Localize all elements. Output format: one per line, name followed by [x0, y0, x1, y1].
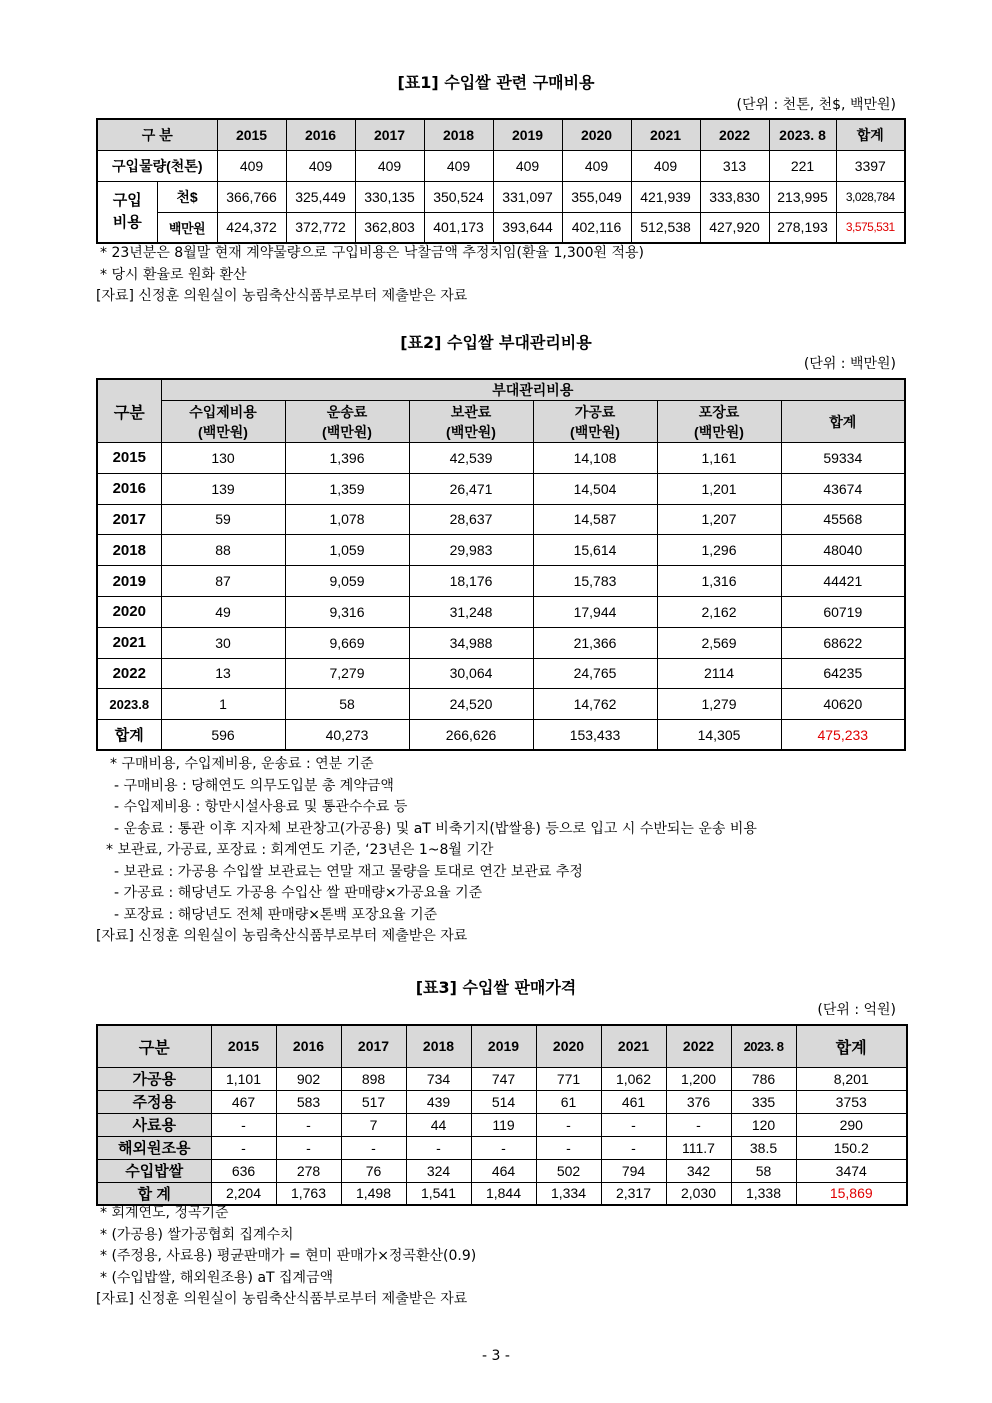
- table-cell: 1,200: [666, 1067, 731, 1090]
- table2-unit: (단위 : 백만원): [803, 356, 896, 372]
- table-cell: 1,334: [536, 1182, 601, 1205]
- subheader-label: 포장료: [698, 403, 740, 420]
- table1-unit: (단위 : 천톤, 천$, 백만원): [736, 97, 896, 113]
- table-cell: 350,524: [424, 181, 493, 212]
- table-cell: 1,763: [276, 1182, 341, 1205]
- table-cell: 40620: [781, 689, 905, 720]
- table-cell: 266,626: [409, 720, 533, 751]
- table-cell: 325,449: [286, 181, 355, 212]
- table-row: [97, 1090, 907, 1113]
- table-cell: 424,372: [217, 212, 286, 243]
- table-row: [97, 473, 905, 504]
- source-line: [자료] 신정훈 의원실이 농림축산식품부로부터 제출받은 자료: [96, 288, 468, 304]
- table-cell: 2,569: [657, 627, 781, 658]
- table-cell: 88: [161, 535, 285, 566]
- row-label: 2022: [97, 658, 161, 689]
- table-cell: -: [666, 1113, 731, 1136]
- subheader-unit: (백만원): [322, 423, 372, 440]
- col-group-header: 구분: [97, 379, 161, 443]
- table3-header-cell: 2023. 8: [731, 1025, 796, 1067]
- table1-header-cell: 2015: [217, 119, 286, 150]
- table-cell: 2,162: [657, 596, 781, 627]
- table-cell: 902: [276, 1067, 341, 1090]
- table-cell: 14,587: [533, 504, 657, 535]
- table-cell: 393,644: [493, 212, 562, 243]
- table-cell: 17,944: [533, 596, 657, 627]
- table-row: [97, 535, 905, 566]
- table-cell: 9,059: [285, 566, 409, 597]
- table-cell: 9,669: [285, 627, 409, 658]
- table-cell: 3,028,784: [836, 181, 905, 212]
- subheader-label: 수입제비용: [189, 403, 257, 420]
- note-line: - 보관료 : 가공용 수입쌀 보관료는 연말 재고 물량을 토대로 연간 보관료 추정: [114, 863, 583, 880]
- table-cell: 898: [341, 1067, 406, 1090]
- table-cell: 139: [161, 473, 285, 504]
- table-cell: 30: [161, 627, 285, 658]
- table-cell: 1,207: [657, 504, 781, 535]
- table-cell: 467: [211, 1090, 276, 1113]
- row-label: 2023.8: [97, 689, 161, 720]
- table-cell: 40,273: [285, 720, 409, 751]
- note-line: - 수입제비용 : 항만시설사용료 및 통관수수료 등: [114, 799, 408, 815]
- table3-title: [표3] 수입쌀 판매가격: [415, 978, 577, 997]
- table-row: [97, 1113, 907, 1136]
- row-label: 주정용: [97, 1090, 211, 1113]
- subheader-unit: (백만원): [198, 423, 248, 440]
- table-cell: 30,064: [409, 658, 533, 689]
- cost-label-line: 비용: [112, 213, 142, 231]
- table-cell: 401,173: [424, 212, 493, 243]
- table-cell: 1,541: [406, 1182, 471, 1205]
- subheader-unit: (백만원): [694, 423, 744, 440]
- table-cell: 7: [341, 1113, 406, 1136]
- table-row: [97, 504, 905, 535]
- table-cell: -: [536, 1136, 601, 1159]
- note-line: * 보관료, 가공료, 포장료 : 회계연도 기준, ‘23년은 1~8월 기간: [106, 842, 494, 858]
- table-cell: 58: [285, 689, 409, 720]
- table-cell: 130: [161, 443, 285, 474]
- table-cell: 64235: [781, 658, 905, 689]
- table-cell: 15,783: [533, 566, 657, 597]
- table-cell: 76: [341, 1159, 406, 1182]
- table-cell: 771: [536, 1067, 601, 1090]
- table-cell: 14,504: [533, 473, 657, 504]
- table-cell: 3753: [796, 1090, 907, 1113]
- table-cell: 313: [700, 150, 769, 181]
- group-header: 부대관리비용: [161, 379, 905, 401]
- table-cell: 1,296: [657, 535, 781, 566]
- table-cell: -: [471, 1136, 536, 1159]
- table2-title: [표2] 수입쌀 부대관리비용: [400, 333, 592, 352]
- table-cell: 290: [796, 1113, 907, 1136]
- table-cell: 1,316: [657, 566, 781, 597]
- table-cell: 13: [161, 658, 285, 689]
- table-cell: 355,049: [562, 181, 631, 212]
- table-cell: 59: [161, 504, 285, 535]
- note-line: * 구매비용, 수입제비용, 운송료 : 연분 기준: [110, 756, 374, 772]
- table-cell: 87: [161, 566, 285, 597]
- table-cell: 2,204: [211, 1182, 276, 1205]
- source-line: [자료] 신정훈 의원실이 농림축산식품부로부터 제출받은 자료: [96, 928, 468, 944]
- table-cell: 464: [471, 1159, 536, 1182]
- total-highlight: 475,233: [781, 720, 905, 751]
- cost-label: [97, 181, 157, 243]
- table-cell: 15,614: [533, 535, 657, 566]
- table-cell: 150.2: [796, 1136, 907, 1159]
- table-cell: 342: [666, 1159, 731, 1182]
- row-label: 2019: [97, 566, 161, 597]
- table-cell: 794: [601, 1159, 666, 1182]
- table-cell: 514: [471, 1090, 536, 1113]
- table-row: [97, 566, 905, 597]
- row-label: 수입밥쌀: [97, 1159, 211, 1182]
- table1-header-cell: 합계: [836, 119, 905, 150]
- table-cell: 278,193: [769, 212, 836, 243]
- table-cell: 18,176: [409, 566, 533, 597]
- table-cell: 2,030: [666, 1182, 731, 1205]
- table-cell: 213,995: [769, 181, 836, 212]
- note-line: * (주정용, 사료용) 평균판매가 = 현미 판매가×정곡환산(0.9): [100, 1248, 477, 1264]
- table1-header-row: [97, 119, 905, 150]
- row-label: 구입물량(천톤): [97, 150, 217, 181]
- row-label: 2015: [97, 443, 161, 474]
- table-cell: 409: [286, 150, 355, 181]
- table-cell: 439: [406, 1090, 471, 1113]
- table-cell: 409: [355, 150, 424, 181]
- table-cell: 1,101: [211, 1067, 276, 1090]
- table2-notes: [96, 754, 757, 948]
- table-cell: -: [536, 1113, 601, 1136]
- table-cell: 42,539: [409, 443, 533, 474]
- table-cell: 324: [406, 1159, 471, 1182]
- table-cell: 376: [666, 1090, 731, 1113]
- table-cell: -: [406, 1136, 471, 1159]
- page-number: - 3 -: [482, 1348, 510, 1364]
- table-cell: 14,762: [533, 689, 657, 720]
- table-cell: 1,498: [341, 1182, 406, 1205]
- table-cell: 409: [424, 150, 493, 181]
- table1-row-krw: [97, 212, 905, 243]
- table-cell: 1,279: [657, 689, 781, 720]
- table-cell: 502: [536, 1159, 601, 1182]
- table-cell: 7,279: [285, 658, 409, 689]
- table-cell: 48040: [781, 535, 905, 566]
- table-cell: 461: [601, 1090, 666, 1113]
- table-row: [97, 1136, 907, 1159]
- table-cell: 1,844: [471, 1182, 536, 1205]
- table-cell: -: [211, 1136, 276, 1159]
- table-cell: 60719: [781, 596, 905, 627]
- table1-header-cell: 2019: [493, 119, 562, 150]
- table-cell: 59334: [781, 443, 905, 474]
- table1-row-usd: [97, 181, 905, 212]
- table-cell: -: [341, 1136, 406, 1159]
- table-cell: 3474: [796, 1159, 907, 1182]
- table-cell: 24,520: [409, 689, 533, 720]
- note-line: - 운송료 : 통관 이후 지자체 보관창고(가공용) 및 aT 비축기지(밥쌀용) 등으로 입고 시 수반되는 운송 비용: [114, 820, 757, 837]
- table-cell: -: [601, 1113, 666, 1136]
- table1-header-cell: 2017: [355, 119, 424, 150]
- table-cell: 49: [161, 596, 285, 627]
- table-cell: 1,078: [285, 504, 409, 535]
- table-cell: 362,803: [355, 212, 424, 243]
- table-cell: 44421: [781, 566, 905, 597]
- total-highlight: 15,869: [796, 1182, 907, 1205]
- table-cell: 119: [471, 1113, 536, 1136]
- table-cell: 1,161: [657, 443, 781, 474]
- table2-body: [97, 443, 905, 751]
- table-cell: 734: [406, 1067, 471, 1090]
- table-cell: 372,772: [286, 212, 355, 243]
- table-cell: 512,538: [631, 212, 700, 243]
- table-cell: 278: [276, 1159, 341, 1182]
- table3-header-cell: 2019: [471, 1025, 536, 1067]
- table3-header-cell: 2021: [601, 1025, 666, 1067]
- table3-header-cell: 2015: [211, 1025, 276, 1067]
- row-label: 2018: [97, 535, 161, 566]
- table-cell: 330,135: [355, 181, 424, 212]
- table-cell: 3397: [836, 150, 905, 181]
- table-cell: -: [601, 1136, 666, 1159]
- table1-header-cell: 구 분: [97, 119, 217, 150]
- row-label: 사료용: [97, 1113, 211, 1136]
- table-cell: 1,062: [601, 1067, 666, 1090]
- table-cell: 44: [406, 1113, 471, 1136]
- table3-header-cell: 2017: [341, 1025, 406, 1067]
- table-row: [97, 1182, 907, 1205]
- table-cell: 747: [471, 1067, 536, 1090]
- table-row: [97, 1159, 907, 1182]
- note-line: - 포장료 : 해당년도 전체 판매량×톤백 포장요율 기준: [114, 906, 438, 923]
- table-cell: -: [276, 1136, 341, 1159]
- table-cell: 153,433: [533, 720, 657, 751]
- table-cell: 409: [217, 150, 286, 181]
- note-line: * (수입밥쌀, 해외원조용) aT 집계금액: [100, 1269, 334, 1286]
- table-cell: 14,305: [657, 720, 781, 751]
- subheader-label: 보관료: [450, 403, 492, 420]
- subheader-unit: (백만원): [570, 423, 620, 440]
- note-line: - 가공료 : 해당년도 가공용 수입산 쌀 판매량×가공요율 기준: [114, 885, 483, 901]
- table3-header-cell: 구분: [97, 1025, 211, 1067]
- table-cell: 68622: [781, 627, 905, 658]
- row-label: 합 계: [97, 1182, 211, 1205]
- table-row: [97, 1067, 907, 1090]
- table-cell: 21,366: [533, 627, 657, 658]
- table1-header-cell: 2021: [631, 119, 700, 150]
- subheader-cell: [285, 401, 409, 443]
- table2: [96, 378, 906, 751]
- table-cell: 34,988: [409, 627, 533, 658]
- total-highlight: 3,575,531: [836, 212, 905, 243]
- subheader-label: 가공료: [574, 403, 616, 420]
- table-cell: 1,396: [285, 443, 409, 474]
- table-cell: -: [211, 1113, 276, 1136]
- table-cell: 120: [731, 1113, 796, 1136]
- table-cell: 43674: [781, 473, 905, 504]
- total-header: 합계: [781, 401, 905, 443]
- table-cell: 366,766: [217, 181, 286, 212]
- table-cell: 335: [731, 1090, 796, 1113]
- table3-unit: (단위 : 억원): [817, 1002, 896, 1018]
- table1-header-cell: 2020: [562, 119, 631, 150]
- table3-header-cell: 2020: [536, 1025, 601, 1067]
- table1-notes: [96, 243, 644, 308]
- table-cell: 636: [211, 1159, 276, 1182]
- table1-title: [표1] 수입쌀 관련 구매비용: [397, 73, 595, 92]
- row-label: 가공용: [97, 1067, 211, 1090]
- table-cell: 8,201: [796, 1067, 907, 1090]
- table1-header-cell: 2022: [700, 119, 769, 150]
- table-cell: 517: [341, 1090, 406, 1113]
- row-label: 천$: [157, 181, 217, 212]
- table-cell: 409: [562, 150, 631, 181]
- table-cell: 427,920: [700, 212, 769, 243]
- table-cell: 28,637: [409, 504, 533, 535]
- table-cell: 402,116: [562, 212, 631, 243]
- table3-notes: [96, 1203, 476, 1311]
- table-cell: 1,359: [285, 473, 409, 504]
- table-cell: 29,983: [409, 535, 533, 566]
- table1-header-cell: 2018: [424, 119, 493, 150]
- table-cell: 14,108: [533, 443, 657, 474]
- row-label: 백만원: [157, 212, 217, 243]
- table1-header-cell: 2023. 8: [769, 119, 836, 150]
- note-line: - 구매비용 : 당해연도 의무도입분 총 계약금액: [114, 777, 394, 794]
- note-line: * (가공용) 쌀가공협회 집계수치: [100, 1226, 294, 1243]
- table-row: [97, 720, 905, 751]
- table-cell: 9,316: [285, 596, 409, 627]
- table-cell: 58: [731, 1159, 796, 1182]
- note-line: * 23년분은 8월말 현재 계약물량으로 구입비용은 낙찰금액 추정치임(환율 1,300원 적용): [100, 245, 645, 261]
- subheader-cell: [657, 401, 781, 443]
- table-cell: 1,201: [657, 473, 781, 504]
- table-cell: 1: [161, 689, 285, 720]
- table2-group-row: [97, 379, 905, 401]
- table-cell: 38.5: [731, 1136, 796, 1159]
- cost-label-line: 구입: [112, 191, 142, 209]
- subheader-cell: [161, 401, 285, 443]
- table-cell: 221: [769, 150, 836, 181]
- row-label: 합계: [97, 720, 161, 751]
- table-cell: 31,248: [409, 596, 533, 627]
- row-label: 2017: [97, 504, 161, 535]
- note-line: * 당시 환율로 원화 환산: [100, 266, 247, 283]
- table-row: [97, 627, 905, 658]
- row-label: 해외원조용: [97, 1136, 211, 1159]
- table-cell: 409: [631, 150, 700, 181]
- table-cell: 2114: [657, 658, 781, 689]
- table-cell: 1,338: [731, 1182, 796, 1205]
- table-cell: 111.7: [666, 1136, 731, 1159]
- subheader-cell: [533, 401, 657, 443]
- table2-subheader-row: [97, 401, 905, 443]
- table1: [96, 118, 906, 244]
- table3-header-cell: 2018: [406, 1025, 471, 1067]
- table-row: [97, 596, 905, 627]
- table-cell: -: [276, 1113, 341, 1136]
- table3-header-cell: 2016: [276, 1025, 341, 1067]
- subheader-unit: (백만원): [446, 423, 496, 440]
- row-label: 2020: [97, 596, 161, 627]
- table-row: [97, 443, 905, 474]
- table3-header-cell: 2022: [666, 1025, 731, 1067]
- table-cell: 596: [161, 720, 285, 751]
- table-cell: 786: [731, 1067, 796, 1090]
- table-cell: 45568: [781, 504, 905, 535]
- table3: [96, 1024, 908, 1206]
- table-cell: 421,939: [631, 181, 700, 212]
- subheader-label: 운송료: [326, 403, 368, 420]
- note-line: * 회계연도, 정곡기준: [100, 1205, 229, 1221]
- table-cell: 583: [276, 1090, 341, 1113]
- table-cell: 333,830: [700, 181, 769, 212]
- subheader-cell: [409, 401, 533, 443]
- table-cell: 2,317: [601, 1182, 666, 1205]
- table1-header-cell: 2016: [286, 119, 355, 150]
- table1-row-qty: [97, 150, 905, 181]
- table-cell: 331,097: [493, 181, 562, 212]
- table-cell: 409: [493, 150, 562, 181]
- row-label: 2021: [97, 627, 161, 658]
- table-cell: 24,765: [533, 658, 657, 689]
- table3-body: [97, 1067, 907, 1205]
- table-row: [97, 658, 905, 689]
- source-line: [자료] 신정훈 의원실이 농림축산식품부로부터 제출받은 자료: [96, 1291, 468, 1307]
- table3-header-row: [97, 1025, 907, 1067]
- table-row: [97, 689, 905, 720]
- table-cell: 61: [536, 1090, 601, 1113]
- table3-header-cell: 합계: [796, 1025, 907, 1067]
- table-cell: 26,471: [409, 473, 533, 504]
- table-cell: 1,059: [285, 535, 409, 566]
- row-label: 2016: [97, 473, 161, 504]
